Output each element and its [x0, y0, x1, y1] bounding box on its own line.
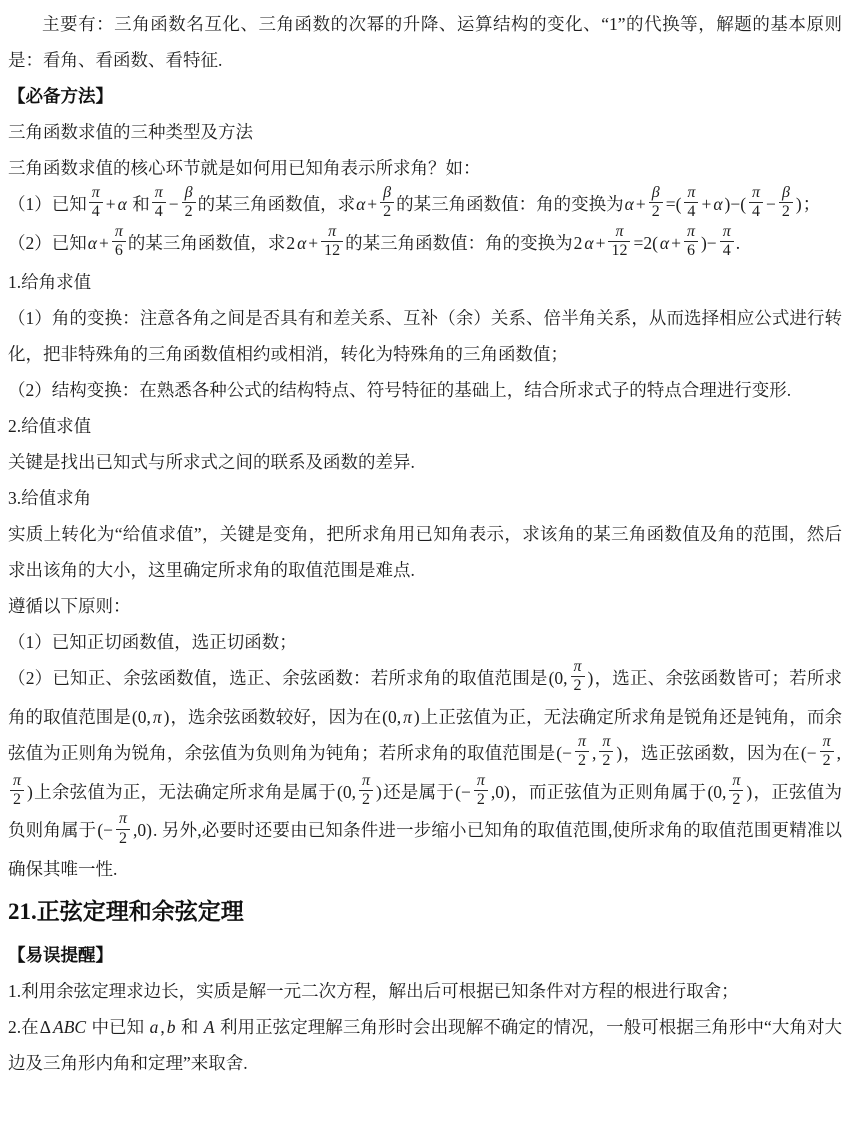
fraction-denominator: 2	[474, 790, 488, 809]
math-fraction	[321, 223, 343, 261]
fraction-numerator: β	[651, 184, 660, 202]
fraction-numerator: π	[154, 184, 163, 202]
warning-item-2	[8, 1009, 842, 1081]
math-fraction	[729, 772, 743, 810]
fraction-denominator: 6	[684, 241, 698, 260]
math-operator: )	[616, 742, 623, 763]
math-variable: b	[166, 1017, 176, 1038]
text-run: 上正弦值为正，无法确定所求角是锐角还是钝角，而余弦值为正则角为锐角，余弦值为负则角为钝角；若所求角的取值范围是	[8, 706, 843, 763]
example-item-1	[8, 186, 842, 225]
math-fraction	[599, 733, 613, 771]
fraction-denominator: 2	[380, 202, 394, 221]
text-run: 的某三角函数值，求	[127, 232, 286, 253]
document-content	[8, 6, 842, 1081]
math-operator: +	[701, 194, 712, 214]
fraction-denominator: 2	[649, 202, 663, 221]
math-operator: ,0)	[133, 820, 152, 841]
math-operator: )−	[700, 232, 717, 253]
text-run: 的某三角函数值：角的变换为	[396, 194, 624, 214]
fraction-denominator: 12	[608, 241, 630, 260]
fraction-numerator: π	[822, 732, 831, 750]
principles-lead	[8, 588, 842, 624]
math-operator: =2(	[633, 232, 658, 253]
math-operator: )	[746, 781, 753, 802]
math-operator: ,	[836, 742, 842, 763]
text-run: 主要有：三角函数名互化、三角函数的次幂的升降、运算结构的变化、“1”的代换等，解题的基本原则是：看角、看函数、看特征.	[8, 14, 842, 70]
text-run: 三角函数求值的三种类型及方法	[8, 122, 253, 142]
math-operator: ,	[160, 1017, 165, 1038]
math-variable: α	[624, 194, 634, 214]
math-operator: +	[595, 232, 606, 253]
core-idea-paragraph	[8, 150, 842, 186]
math-operator: (0,	[131, 706, 151, 727]
math-operator: (0,	[337, 781, 356, 802]
methods-subtitle	[8, 114, 842, 150]
text-run: （1）角的变换：注意各角之间是否具有和差关系、互补（余）关系、倍半角关系，从而选择相应公式进行转化，把非特殊角的三角函数值相约或相消，转化为特殊角的三角函数值；	[8, 307, 842, 364]
text-run: 遵循以下原则：	[8, 595, 131, 616]
math-operator: +	[98, 232, 109, 253]
math-variable: α	[356, 194, 366, 214]
math-fraction	[684, 223, 698, 261]
fraction-numerator: π	[91, 184, 100, 202]
math-operator: +	[105, 194, 116, 214]
math-fraction	[359, 772, 373, 810]
math-variable: α	[713, 194, 723, 214]
type1-point2	[8, 372, 842, 408]
text-run: 2.在	[8, 1017, 39, 1038]
math-fraction	[649, 184, 663, 222]
math-operator: )	[376, 781, 382, 802]
principle-2	[8, 657, 843, 888]
text-run: ，而正弦值为正则角属于	[510, 781, 707, 802]
math-variable: A	[203, 1017, 215, 1038]
text-run: 关键是找出已知式与所求式之间的联系及函数的差异.	[8, 451, 415, 472]
text-run: 2.给值求值	[8, 415, 92, 436]
math-variable: α	[117, 194, 127, 214]
fraction-numerator: π	[687, 184, 696, 202]
text-run: 的某三角函数值：角的变换为	[345, 232, 573, 253]
fraction-numerator: π	[577, 732, 586, 750]
text-run: （2）已知	[8, 232, 87, 253]
math-operator: (0,	[382, 706, 402, 727]
text-run: ，正弦值为负则角属于	[8, 781, 843, 841]
fraction-denominator: 2	[116, 829, 130, 848]
fraction-numerator: π	[476, 771, 485, 789]
math-fraction	[474, 772, 488, 810]
fraction-denominator: 2	[10, 790, 24, 809]
type3-title	[8, 480, 842, 516]
math-variable: π	[403, 706, 412, 727]
type2-title	[8, 408, 842, 444]
math-variable: α	[87, 232, 97, 253]
text-run: 3.给值求角	[8, 487, 92, 508]
type1-point1	[8, 300, 842, 372]
math-operator: )	[163, 706, 170, 727]
math-fraction	[380, 184, 394, 222]
warning-item-1	[8, 973, 842, 1009]
fraction-numerator: π	[573, 657, 582, 675]
math-variable: a	[149, 1017, 159, 1038]
section-21-title	[8, 891, 842, 933]
text-run: 21.正弦定理和余弦定理	[8, 899, 244, 925]
fraction-denominator: 4	[684, 202, 698, 221]
fraction-denominator: 4	[720, 241, 734, 260]
fraction-numerator: π	[752, 184, 761, 202]
fraction-denominator: 2	[575, 751, 589, 770]
math-operator: )−(	[724, 194, 747, 214]
fraction-numerator: π	[328, 222, 337, 240]
error-warning-heading	[8, 937, 842, 973]
fraction-numerator: π	[722, 222, 731, 240]
text-run: 还是属于	[382, 781, 455, 802]
math-operator: Δ	[39, 1017, 51, 1038]
math-operator: (0,	[548, 667, 568, 688]
math-operator: +	[367, 194, 378, 214]
math-operator: (−	[97, 820, 114, 841]
math-operator: 2	[286, 232, 296, 253]
math-operator: )	[27, 781, 33, 802]
example-item-2	[8, 222, 842, 264]
math-operator: −	[168, 194, 179, 214]
math-fraction	[720, 223, 734, 261]
text-run: ；	[802, 194, 821, 214]
text-run: ，选正、余弦函数皆可；若所求角的取值范围是	[8, 667, 843, 727]
math-variable: α	[297, 232, 307, 253]
math-operator: +	[308, 232, 319, 253]
math-operator: )	[587, 667, 594, 688]
text-run: ，选余弦函数较好，因为在	[170, 706, 382, 727]
math-fraction	[10, 772, 24, 810]
fraction-numerator: β	[383, 184, 392, 202]
text-run: 【易误提醒】	[8, 945, 113, 966]
fraction-numerator: π	[13, 771, 22, 789]
math-fraction	[779, 184, 793, 222]
math-operator: )	[413, 706, 420, 727]
text-run: （1）已知正切函数值，选正切函数；	[8, 631, 297, 652]
math-fraction	[152, 184, 166, 222]
math-operator: −	[766, 194, 776, 214]
math-operator: (−	[556, 742, 572, 763]
text-run: . 另外,必要时还要由已知条件进一步缩小已知角的取值范围,使所求角的取值范围更精准以确保其唯一性.	[8, 820, 843, 880]
math-operator: =(	[665, 194, 682, 214]
fraction-denominator: 2	[359, 790, 373, 809]
fraction-denominator: 12	[321, 241, 343, 260]
fraction-denominator: 2	[182, 202, 196, 221]
fraction-numerator: π	[119, 810, 128, 828]
type2-paragraph	[8, 444, 842, 480]
principle-1	[8, 624, 842, 660]
text-run: ，选正弦函数，因为在	[623, 742, 800, 763]
text-run: .	[735, 232, 741, 253]
math-fraction	[571, 658, 585, 696]
text-run: 中已知	[87, 1017, 149, 1038]
text-run: （2）结构变换：在熟悉各种公式的结构特点、符号特征的基础上，结合所求式子的特点合理进行变形.	[8, 379, 792, 400]
fraction-numerator: π	[602, 732, 611, 750]
math-fraction	[684, 184, 698, 222]
math-operator: (−	[800, 742, 817, 763]
text-run: 的某三角函数值，求	[197, 194, 356, 214]
fraction-numerator: π	[361, 771, 370, 789]
math-fraction	[608, 223, 630, 261]
fraction-denominator: 6	[112, 241, 126, 260]
text-run: 上余弦值为正，无法确定所求角是属于	[33, 781, 337, 802]
math-fraction	[749, 184, 763, 222]
fraction-numerator: β	[781, 184, 790, 202]
fraction-numerator: π	[615, 222, 624, 240]
type1-title	[8, 264, 842, 300]
intro-paragraph	[8, 6, 842, 78]
text-run: 和	[127, 194, 150, 214]
required-methods-heading	[8, 78, 842, 114]
math-operator: +	[635, 194, 646, 214]
math-operator: )	[795, 194, 802, 214]
fraction-numerator: β	[184, 184, 193, 202]
math-operator: ,	[592, 742, 597, 763]
text-run: 利用正弦定理解三角形时会出现解不确定的情况，一般可根据三角形中“大角对大边及三角形内角和定理”来取舍.	[8, 1017, 843, 1074]
math-fraction	[89, 184, 103, 222]
fraction-denominator: 2	[571, 676, 585, 695]
math-operator: 2	[573, 232, 583, 253]
text-run: 实质上转化为“给值求值”，关键是变角，把所求角用已知角表示，求该角的某三角函数值及角的范围，然后求出该角的大小，这里确定所求角的取值范围是难点.	[8, 523, 842, 580]
text-run: 三角函数求值的核心环节就是如何用已知角表示所求角？如：	[8, 158, 481, 178]
text-run: 1.利用余弦定理求边长，实质是解一元二次方程，解出后可根据已知条件对方程的根进行取舍；	[8, 981, 739, 1002]
fraction-numerator: π	[114, 222, 123, 240]
fraction-denominator: 2	[729, 790, 743, 809]
text-run: （2）已知正、余弦函数值，选正、余弦函数：若所求角的取值范围是	[8, 667, 548, 688]
math-operator: ,0)	[490, 781, 510, 802]
fraction-denominator: 4	[89, 202, 103, 221]
fraction-denominator: 4	[152, 202, 166, 221]
math-fraction	[182, 184, 196, 222]
text-run: 和	[176, 1017, 203, 1038]
fraction-denominator: 2	[779, 202, 793, 221]
fraction-numerator: π	[686, 222, 695, 240]
text-run: （1）已知	[8, 194, 87, 214]
type3-paragraph	[8, 516, 842, 588]
fraction-denominator: 2	[820, 751, 834, 770]
text-run: 【必备方法】	[8, 86, 113, 106]
math-fraction	[820, 733, 834, 771]
fraction-denominator: 4	[749, 202, 763, 221]
fraction-denominator: 2	[599, 751, 613, 770]
math-operator: +	[671, 232, 681, 253]
math-operator: (0,	[707, 781, 727, 802]
math-fraction	[575, 733, 589, 771]
text-run: 1.给角求值	[8, 271, 92, 292]
math-variable: π	[152, 706, 162, 727]
math-operator: (−	[455, 781, 471, 802]
math-variable: ABC	[53, 1017, 87, 1038]
math-fraction	[112, 223, 126, 261]
math-variable: α	[659, 232, 670, 253]
math-variable: α	[584, 232, 594, 253]
fraction-numerator: π	[732, 771, 741, 789]
math-fraction	[116, 810, 130, 848]
